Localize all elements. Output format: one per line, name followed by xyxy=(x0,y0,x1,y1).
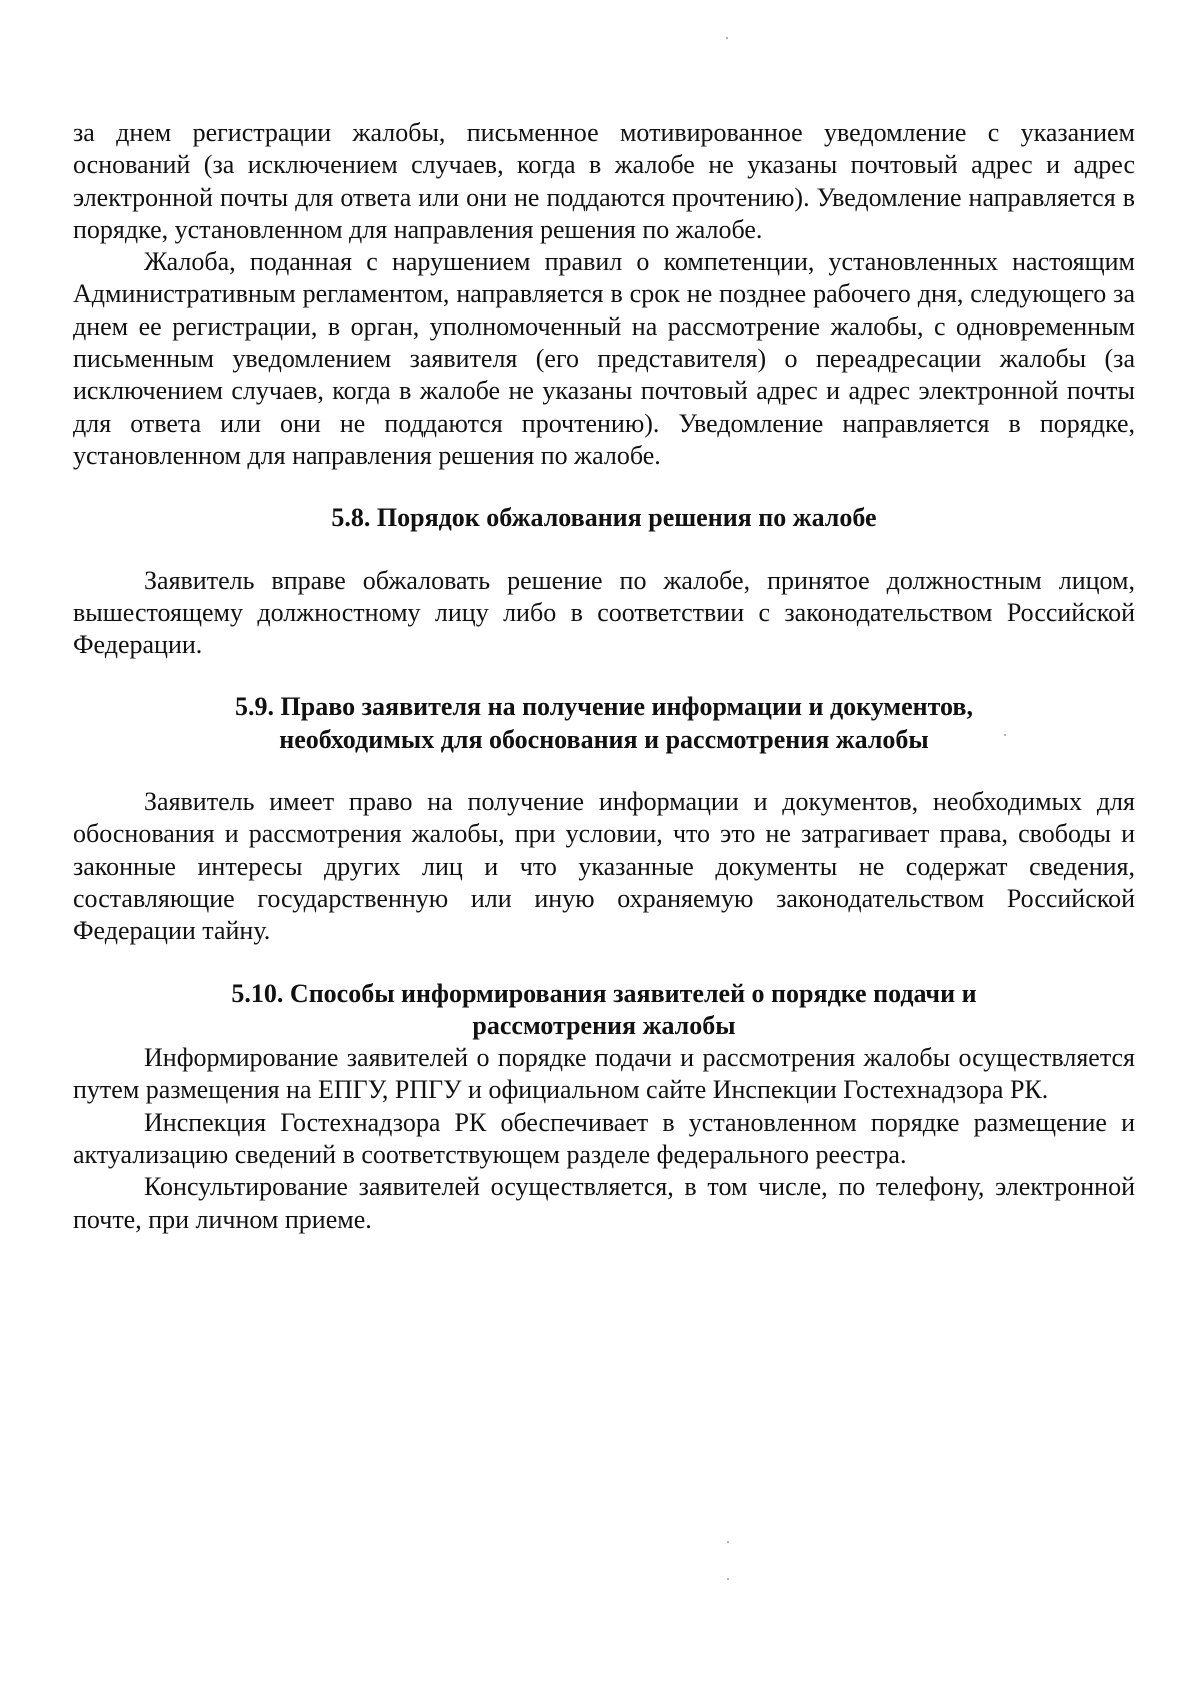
paragraph-misdirected-complaint: Жалоба, поданная с нарушением правил о компетенции, установленных настоящим Административным регламентом, направляется в срок не позднее рабочего дня, следующего за днем ее регистрации, в орган, уполномоченный на рассмотрение жалобы, с одновременным письменным уведомлением заявителя (его представителя) о переадресации жалобы (за исключением случаев, когда в жалобе не указаны почтовый адрес и адрес электронной почты для ответа или они не поддаются прочтению). Уведомление направляется в порядке, установленном для направления решения по жалобе. xyxy=(73,247,1135,470)
document-body xyxy=(73,117,1135,1236)
scan-speck xyxy=(726,37,728,39)
section-heading-5-9-line2: необходимых для обоснования и рассмотрения жалобы xyxy=(279,724,929,754)
paragraph-informing-applicants: Информирование заявителей о порядке подачи и рассмотрения жалобы осуществляется путем размещения на ЕПГУ, РПГУ и официальном сайте Инспекции Гостехнадзора РК. xyxy=(73,1043,1135,1105)
paragraph-continuation: за днем регистрации жалобы, письменное мотивированное уведомление с указанием оснований (за исключением случаев, когда в жалобе не указаны почтовый адрес и адрес электронной почты для ответа или они не поддаются прочтению). Уведомление направляется в порядке, установленном для направления решения по жалобе. xyxy=(73,118,1135,244)
scan-speck xyxy=(727,1578,729,1580)
section-heading-5-8: 5.8. Порядок обжалования решения по жалобе xyxy=(331,503,877,533)
paragraph-registry-placement: Инспекция Гостехнадзора РК обеспечивает в установленном порядке размещение и актуализацию сведений в соответствующем разделе федерального реестра. xyxy=(73,1107,1135,1170)
section-heading-5-9 xyxy=(73,691,1135,756)
section-heading-5-9-line1: 5.9. Право заявителя на получение информации и документов, xyxy=(235,692,973,722)
paragraph-right-to-information: Заявитель имеет право на получение информации и документов, необходимых для обоснования и рассмотрения жалобы, при условии, что это не затрагивает права, свободы и законные интересы других лиц и что указанные документы не содержат сведения, составляющие государственную или иную охраняемую законодательством Российской Федерации тайну. xyxy=(73,787,1135,946)
paragraph-consulting: Консультирование заявителей осуществляется, в том числе, по телефону, электронной почте, при личном приеме. xyxy=(73,1172,1135,1234)
paragraph-appeal-decision: Заявитель вправе обжаловать решение по жалобе, принятое должностным лицом, вышестоящему должностному лицу либо в соответствии с законодательством Российской Федерации. xyxy=(73,565,1135,660)
section-heading-5-10-line1: 5.10. Способы информирования заявителей о порядке подачи и xyxy=(231,978,977,1008)
scan-speck xyxy=(727,1541,729,1543)
section-heading-5-10 xyxy=(73,978,1135,1043)
section-heading-5-10-line2: рассмотрения жалобы xyxy=(472,1010,736,1040)
